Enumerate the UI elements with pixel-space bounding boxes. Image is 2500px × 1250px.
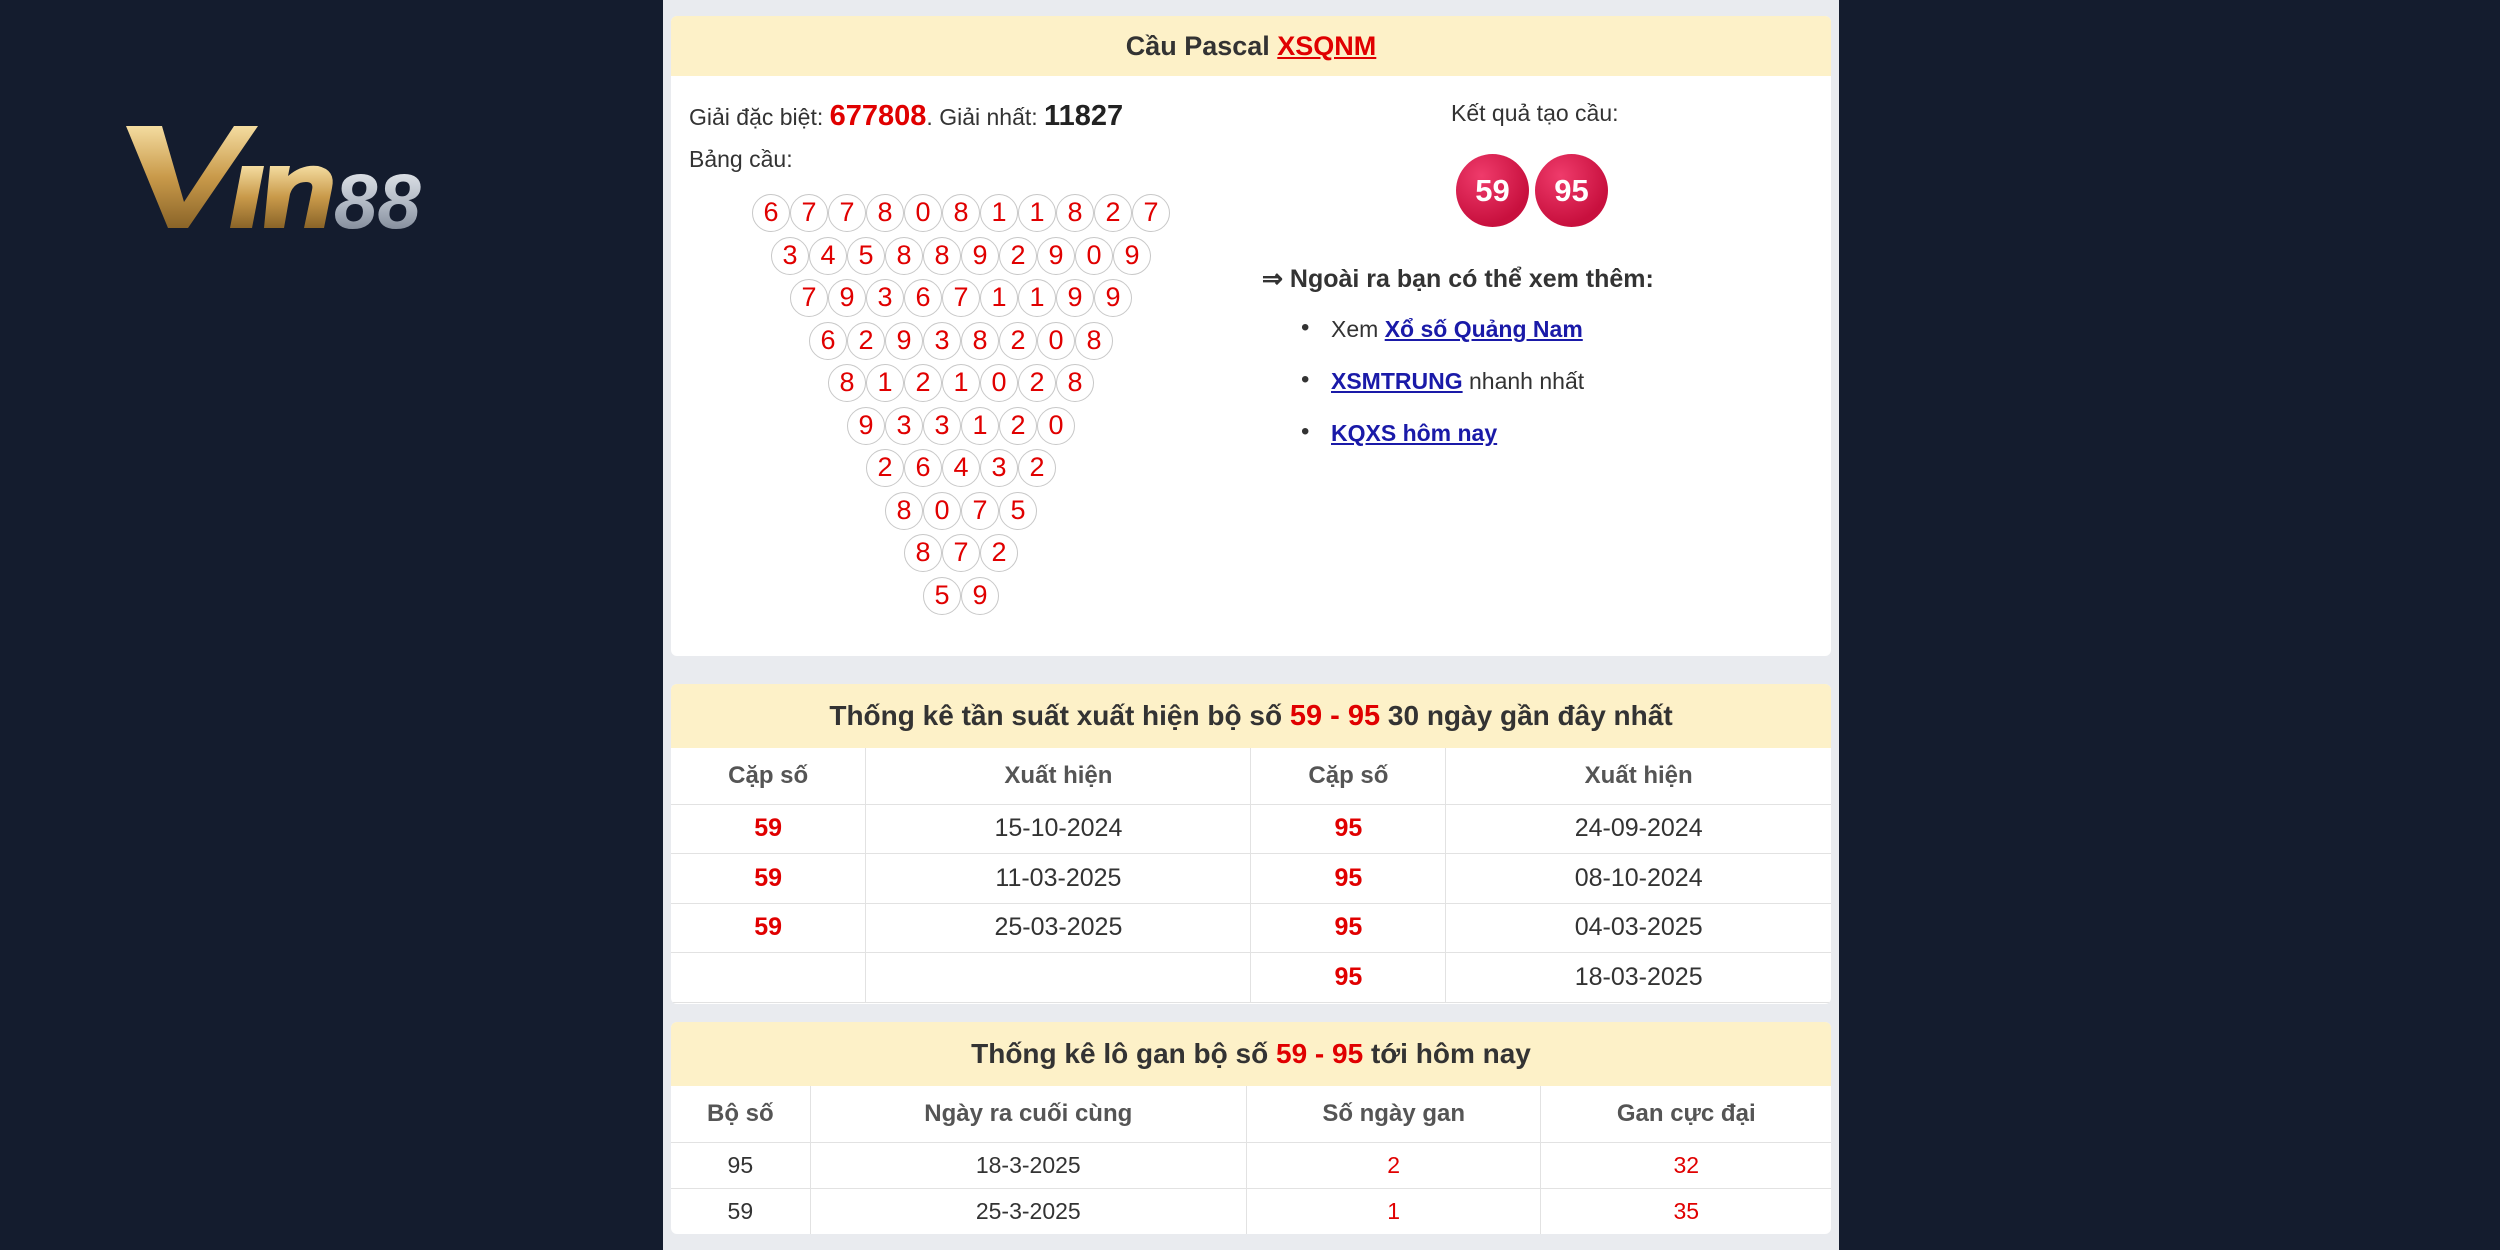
- triangle-row: [741, 407, 1181, 450]
- digit-ball: 3: [885, 407, 923, 445]
- table-cell: 18-03-2025: [1446, 953, 1831, 1003]
- digit-ball: 2: [1094, 194, 1132, 232]
- table-cell: 25-03-2025: [866, 903, 1251, 953]
- frequency-title-pair: 59 - 95: [1289, 700, 1381, 732]
- digit-ball: 6: [809, 322, 847, 360]
- triangle-row: [741, 492, 1181, 535]
- pascal-triangle: [741, 194, 1181, 619]
- digit-ball: 7: [942, 534, 980, 572]
- digit-ball: 9: [1056, 279, 1094, 317]
- digit-ball: 6: [752, 194, 790, 232]
- table-cell: 59: [671, 1188, 810, 1234]
- digit-ball: 9: [961, 577, 999, 615]
- digit-ball: 6: [904, 449, 942, 487]
- first-prize-label: . Giải nhất:: [926, 104, 1045, 130]
- digit-ball: 1: [1018, 279, 1056, 317]
- table-cell: 95: [671, 1142, 810, 1188]
- digit-ball: 1: [1018, 194, 1056, 232]
- table-cell: 95: [1251, 953, 1446, 1003]
- digit-ball: 4: [809, 237, 847, 275]
- gan-title-suffix: tới hôm nay: [1363, 1038, 1531, 1069]
- table-cell: [671, 953, 866, 1003]
- digit-ball: 1: [942, 364, 980, 402]
- digit-ball: 7: [790, 279, 828, 317]
- gan-card: [671, 1022, 1831, 1234]
- more-title: ⇒ Ngoài ra bạn có thể xem thêm:: [1262, 265, 1654, 293]
- table-cell: 25-3-2025: [810, 1188, 1246, 1234]
- table-cell: 32: [1541, 1142, 1831, 1188]
- frequency-title-suffix: 30 ngày gần đây nhất: [1380, 700, 1673, 731]
- digit-ball: 2: [904, 364, 942, 402]
- table-row: [671, 953, 1831, 1003]
- table-cell: 15-10-2024: [866, 804, 1251, 854]
- first-prize-value: 11827: [1044, 100, 1124, 132]
- table-cell: 11-03-2025: [866, 854, 1251, 904]
- digit-ball: 8: [885, 492, 923, 530]
- digit-ball: 8: [942, 194, 980, 232]
- table-cell: [866, 953, 1251, 1003]
- content-column: [663, 0, 1839, 1250]
- result-ball: 59: [1456, 154, 1529, 227]
- digit-ball: 7: [790, 194, 828, 232]
- digit-ball: 0: [980, 364, 1018, 402]
- special-prize-value: 677808: [829, 100, 927, 132]
- digit-ball: 8: [1075, 322, 1113, 360]
- digit-ball: 8: [828, 364, 866, 402]
- digit-ball: 3: [923, 407, 961, 445]
- column-header: Cặp số: [1251, 748, 1446, 804]
- table-cell: 04-03-2025: [1446, 903, 1831, 953]
- table-row: [671, 804, 1831, 854]
- special-prize-label: Giải đặc biệt:: [689, 104, 830, 130]
- digit-ball: 6: [904, 279, 942, 317]
- table-cell: 59: [671, 804, 866, 854]
- triangle-row: [741, 364, 1181, 407]
- more-link-item: [1291, 368, 1584, 420]
- table-row: [671, 854, 1831, 904]
- digit-ball: 5: [999, 492, 1037, 530]
- table-cell: 08-10-2024: [1446, 854, 1831, 904]
- result-label: Kết quả tạo cầu:: [1451, 100, 1619, 126]
- digit-ball: 8: [961, 322, 999, 360]
- table-row: [671, 1188, 1831, 1234]
- digit-ball: 9: [1113, 237, 1151, 275]
- digit-ball: 2: [999, 407, 1037, 445]
- triangle-row: [741, 194, 1181, 237]
- digit-ball: 2: [1018, 449, 1056, 487]
- digit-ball: 9: [828, 279, 866, 317]
- column-header: Số ngày gan: [1246, 1086, 1541, 1142]
- digit-ball: 3: [771, 237, 809, 275]
- digit-ball: 5: [923, 577, 961, 615]
- digit-ball: 0: [904, 194, 942, 232]
- digit-ball: 7: [828, 194, 866, 232]
- triangle-row: [741, 322, 1181, 365]
- digit-ball: 2: [1018, 364, 1056, 402]
- frequency-title-prefix: Thống kê tần suất xuất hiện bộ số: [829, 700, 1290, 731]
- pascal-table-label: Bảng cầu:: [689, 146, 793, 172]
- table-cell: 95: [1251, 903, 1446, 953]
- triangle-row: [741, 449, 1181, 492]
- more-link[interactable]: KQXS hôm nay: [1331, 420, 1498, 446]
- table-cell: 59: [671, 903, 866, 953]
- digit-ball: 2: [999, 237, 1037, 275]
- digit-ball: 2: [847, 322, 885, 360]
- column-header: Xuất hiện: [866, 748, 1251, 804]
- digit-ball: 2: [980, 534, 1018, 572]
- table-row: [671, 1142, 1831, 1188]
- digit-ball: 5: [847, 237, 885, 275]
- column-header: Cặp số: [671, 748, 866, 804]
- digit-ball: 7: [961, 492, 999, 530]
- digit-ball: 8: [885, 237, 923, 275]
- digit-ball: 8: [1056, 364, 1094, 402]
- frequency-card: [671, 684, 1831, 1004]
- digit-ball: 1: [980, 194, 1018, 232]
- more-link-item: [1291, 316, 1584, 368]
- triangle-row: [741, 534, 1181, 577]
- table-cell: 24-09-2024: [1446, 804, 1831, 854]
- column-header: Gan cực đại: [1541, 1086, 1831, 1142]
- digit-ball: 0: [1075, 237, 1113, 275]
- column-header: Ngày ra cuối cùng: [810, 1086, 1246, 1142]
- xsqnm-link[interactable]: XSQNM: [1277, 31, 1377, 61]
- gan-title-prefix: Thống kê lô gan bộ số: [971, 1038, 1276, 1069]
- digit-ball: 3: [923, 322, 961, 360]
- frequency-table: [671, 748, 1831, 1003]
- prize-line: [689, 100, 1123, 133]
- table-cell: 95: [1251, 854, 1446, 904]
- table-cell: 2: [1246, 1142, 1541, 1188]
- digit-ball: 3: [980, 449, 1018, 487]
- more-link[interactable]: XSMTRUNG: [1331, 368, 1463, 394]
- digit-ball: 0: [1037, 322, 1075, 360]
- digit-ball: 8: [866, 194, 904, 232]
- digit-ball: 7: [942, 279, 980, 317]
- triangle-row: [741, 237, 1181, 280]
- digit-ball: 2: [866, 449, 904, 487]
- digit-ball: 9: [961, 237, 999, 275]
- gan-card-title: [671, 1022, 1831, 1086]
- table-cell: 95: [1251, 804, 1446, 854]
- gan-title-pair: 59 - 95: [1276, 1038, 1364, 1069]
- frequency-card-title: [671, 684, 1831, 748]
- table-cell: 1: [1246, 1188, 1541, 1234]
- digit-ball: 2: [999, 322, 1037, 360]
- digit-ball: 8: [904, 534, 942, 572]
- more-link[interactable]: Xổ số Quảng Nam: [1384, 316, 1583, 342]
- more-link-suffix: nhanh nhất: [1462, 368, 1585, 394]
- more-link-prefix: Xem: [1331, 316, 1385, 342]
- digit-ball: 8: [923, 237, 961, 275]
- table-cell: 18-3-2025: [810, 1142, 1246, 1188]
- digit-ball: 4: [942, 449, 980, 487]
- triangle-row: [741, 279, 1181, 322]
- vin88-logo: [122, 118, 482, 238]
- pascal-title-text: Cầu Pascal: [1125, 31, 1278, 61]
- digit-ball: 0: [1037, 407, 1075, 445]
- digit-ball: 1: [980, 279, 1018, 317]
- digit-ball: 0: [923, 492, 961, 530]
- pascal-card: [671, 16, 1831, 656]
- more-links-list: [1291, 316, 1584, 472]
- gan-table: [671, 1086, 1831, 1234]
- more-link-item: [1291, 420, 1584, 472]
- svg-text:88: 88: [334, 157, 421, 238]
- digit-ball: 9: [847, 407, 885, 445]
- result-ball: 95: [1535, 154, 1608, 227]
- column-header: Bộ số: [671, 1086, 810, 1142]
- digit-ball: 7: [1132, 194, 1170, 232]
- digit-ball: 9: [1037, 237, 1075, 275]
- digit-ball: 1: [961, 407, 999, 445]
- table-cell: 35: [1541, 1188, 1831, 1234]
- digit-ball: 3: [866, 279, 904, 317]
- digit-ball: 9: [885, 322, 923, 360]
- digit-ball: 1: [866, 364, 904, 402]
- result-balls: [1456, 154, 1608, 227]
- table-row: [671, 903, 1831, 953]
- column-header: Xuất hiện: [1446, 748, 1831, 804]
- pascal-card-title: [671, 16, 1831, 76]
- digit-ball: 8: [1056, 194, 1094, 232]
- triangle-row: [741, 577, 1181, 620]
- table-cell: 59: [671, 854, 866, 904]
- digit-ball: 9: [1094, 279, 1132, 317]
